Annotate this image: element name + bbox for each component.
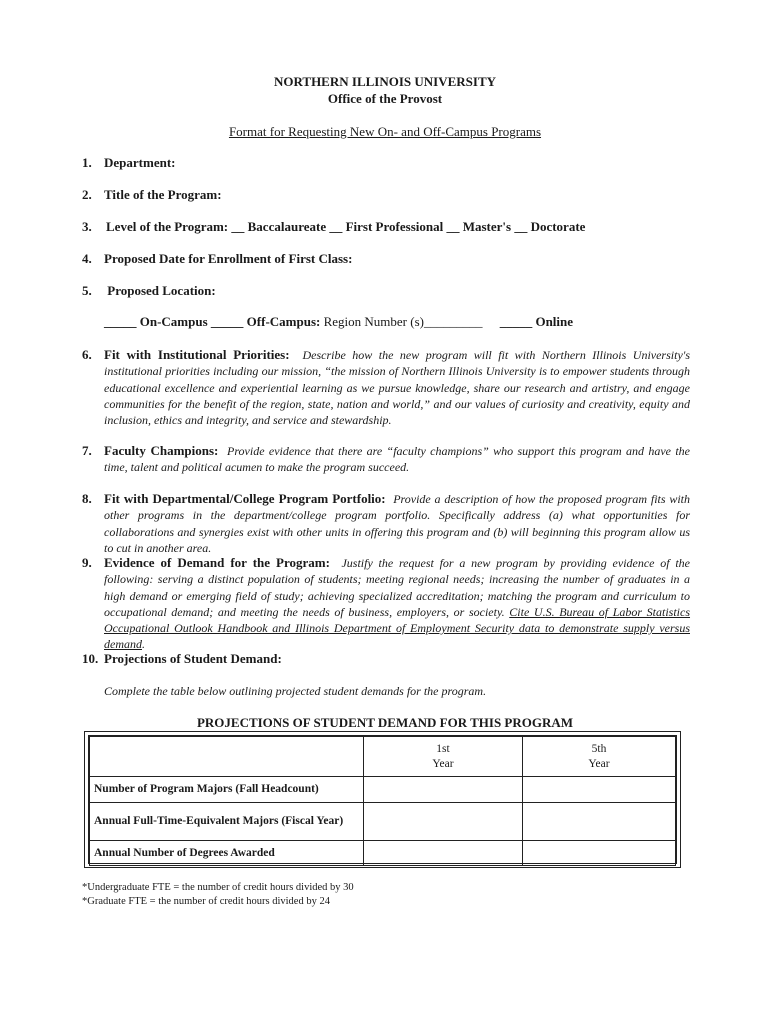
program-portfolio-fit: Fit with Departmental/College Program Portfolio: Provide a description of how the proposed program fits with other programs in the department/college program portfolio. Specifically address (a) what opportunities for collaborations and synergies exist with other units in offering this program and (b) will beginning this program allow us to cut in another area. [104,491,690,555]
item-number: 8. [82,491,92,506]
footnote-graduate: *Graduate FTE = the number of credit hours divided by 24 [82,896,330,907]
table-row: Number of Program Majors (Fall Headcount) [90,777,676,803]
table-header-blank [90,737,364,777]
office-name: Office of the Provost [327,91,443,106]
column-header-5th-year: 5th Year [523,737,676,777]
bls-link[interactable]: Cite U.S. Bureau of Labor Statistics Occupational Outlook Handbook and Illinois Department of Employment Security data to demonstrate supply versus demand [104,604,691,652]
cell-input[interactable] [523,803,676,841]
table-title: PROJECTIONS OF STUDENT DEMAND FOR THIS PROGRAM [196,715,574,730]
cell-input[interactable] [364,803,523,841]
format-title: Format for Requesting New On- and Off-Campus Programs [228,124,542,139]
document-page: NORTHERN ILLINOIS UNIVERSITY Office of the Provost Format for Requesting New On- and Off-Campus Programs 1. Department: 2. Title of the Program: 3. Level of the Program: __ Baccalaureate __ First Professional __ Master's __ Doctorate 4. Proposed Date for Enrollment of First Class: 5. Proposed Location: _____ On-Campus _____ Off-Campus: Region Number (s)_________ _____ Online 6. Fit with Institutional Priorities: Describe how the new program will fit with Northern Illinois University's institutional priorities including our mission, “the mission of Northern Illinois University is to empower students through educational excellence and experiential learning as we pursue knowledge, share our research and artistry, and engage communities for the benefit of the region, state, nation and world,” and our values of curiosity and creativity, equity and inclusion, ethics and integrity, and service and stewardship. 7. Faculty Champions: Provide evidence that there are “faculty champions” who support this program and have the time, talent and political acumen to make the program succeed. 8. Fit with Departmental/College Program Portfolio: Provide a description of how the proposed program fits with other programs in the department/college program portfolio. Specifically address (a) what opportunities for collaborations and synergies exist with other units in offering this program and (b) will beginning this program allow us to cut in another area. 9. Evidence of Demand for the Program: Justify the request for a new program by providing evidence of the following: serving a distinct population of students; meeting regional needs; increasing the number of graduates in a high demand or emerging field of study; achieving specialized accreditation; matching the program and curriculum to occupational demand; and meeting the needs of business, employers, or society. Cite U.S. Bureau of Labor Statistics Occupational Outlook Handbook and Illinois Department of Employment Security data to demonstrate supply versus demand. 10. Projections of Student Demand: Complete the table below outlining projected student demands for the program. PROJECTIONS OF STUDENT DEMAND FOR THIS PROGRAM 1st Year 5th Year Number of Program Majors (Fall Headcount) Annual Full-Time-Equivalent Majors (Fiscal Year) Annual Number of Degrees Awarded *Undergraduate FTE = the number of credit hours divided by 30 *Graduate FTE = the number of credit hours divided by 24 [0,0,770,1024]
cell-input[interactable] [364,777,523,803]
column-header-1st-year: 1st Year [364,737,523,777]
table-row: Annual Number of Degrees Awarded [90,841,676,866]
on-campus-option: _____ On-Campus [104,314,208,329]
cell-input[interactable] [523,841,676,866]
region-number: Region Number (s)_________ [323,314,483,329]
projections-table [89,736,676,866]
cell-input[interactable] [364,841,523,866]
table-row: Annual Full-Time-Equivalent Majors (Fiscal Year) [90,803,676,841]
item-number: 9. [82,555,92,570]
fit-institutional-priorities: Fit with Institutional Priorities: Describe how the new program will fit with Northern Illinois University's institutional priorities including our mission, “the mission of Northern Illinois University is to empower students through educational excellence and experiential learning as we pursue knowledge, share our research and artistry, and engage communities for the benefit of the region, state, nation and world,” and our values of curiosity and creativity, equity and inclusion, ethics and integrity, and service and stewardship. [104,347,691,428]
off-campus-option: _____ Off-Campus: [210,314,321,329]
cell-input[interactable] [523,777,676,803]
item-number: 6. [82,347,92,362]
projections-instruction: Complete the table below outlining projected student demands for the program. [104,684,487,698]
evidence-of-demand: Evidence of Demand for the Program: Justify the request for a new program by providing evidence of the following: serving a distinct population of students; meeting regional needs; increasing the number of graduates in a high demand or emerging field of study; achieving specialized accreditation; matching the program and curriculum to occupational demand; and meeting the needs of business, employers, or society. Cite U.S. Bureau of Labor Statistics Occupational Outlook Handbook and Illinois Department of Employment Security data to demonstrate supply versus demand. [104,555,691,652]
footnote-undergraduate: *Undergraduate FTE = the number of credit hours divided by 30 [82,882,354,893]
university-name: NORTHERN ILLINOIS UNIVERSITY [273,74,497,89]
online-option: _____ Online [499,314,574,329]
item-number: 7. [82,443,92,458]
location-options [104,314,573,330]
projections-table-frame [84,731,681,868]
faculty-champions: Faculty Champions: Provide evidence that there are “faculty champions” who support this program and have the time, talent and political acumen to make the program succeed. [104,443,690,475]
